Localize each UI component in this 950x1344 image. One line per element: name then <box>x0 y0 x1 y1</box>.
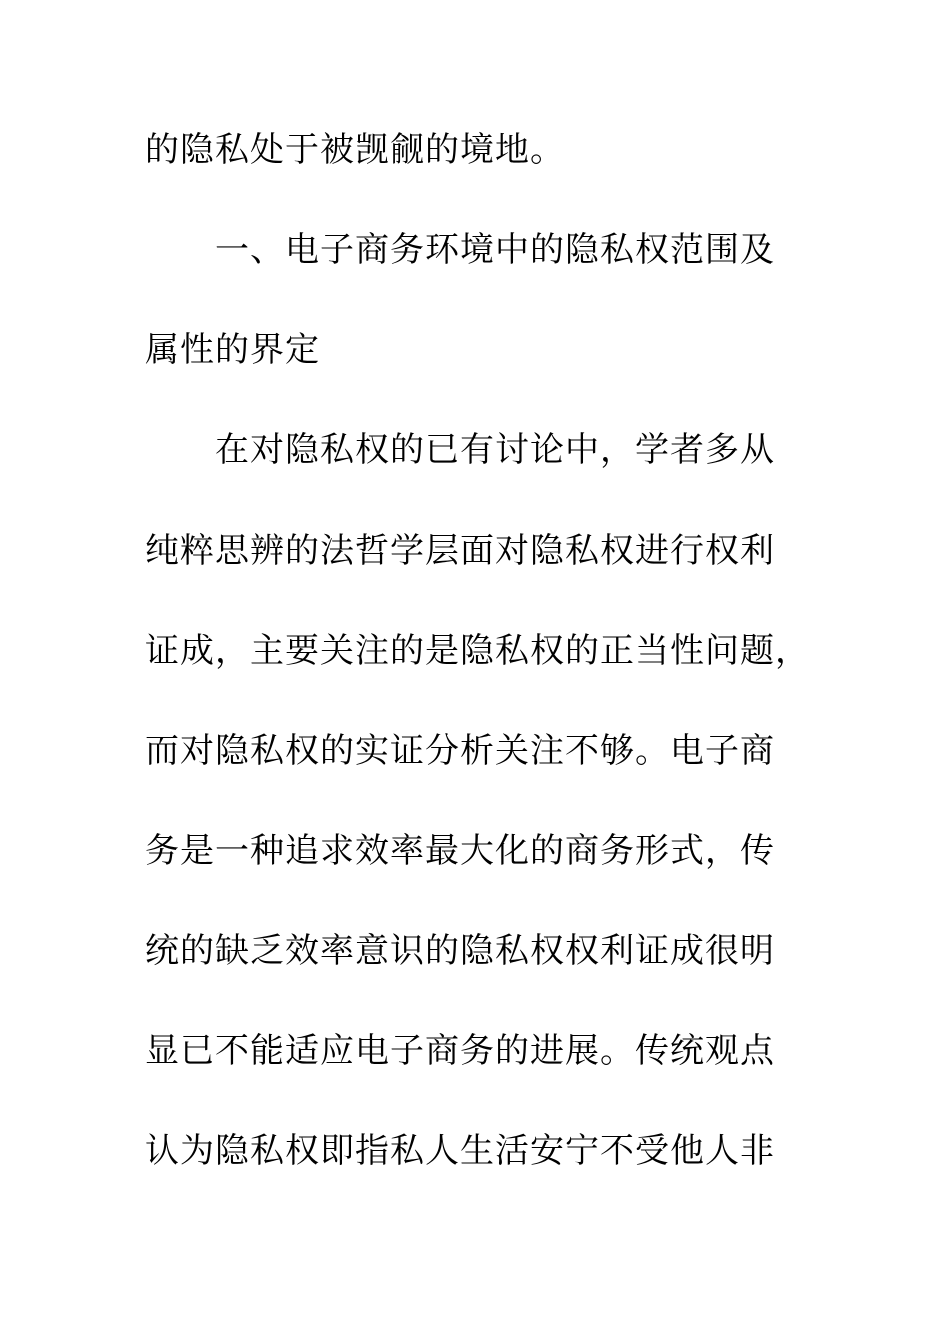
section-heading-line: 属性的界定 <box>145 330 320 370</box>
text-line: 纯粹思辨的法哲学层面对隐私权进行权利 <box>145 531 775 571</box>
text-line: 显已不能适应电子商务的进展。传统观点 <box>145 1031 775 1071</box>
text-line: 统的缺乏效率意识的隐私权权利证成很明 <box>145 931 775 971</box>
text-line: 证成，主要关注的是隐私权的正当性问题， <box>145 631 810 671</box>
section-heading-line: 一、电子商务环境中的隐私权范围及 <box>215 230 775 270</box>
text-line: 的隐私处于被觊觎的境地。 <box>145 130 565 170</box>
text-line: 务是一种追求效率最大化的商务形式，传 <box>145 831 775 871</box>
paragraph-first-line: 在对隐私权的已有讨论中，学者多从 <box>215 430 775 470</box>
text-line: 而对隐私权的实证分析关注不够。电子商 <box>145 731 775 771</box>
text-line: 认为隐私权即指私人生活安宁不受他人非 <box>145 1131 775 1171</box>
